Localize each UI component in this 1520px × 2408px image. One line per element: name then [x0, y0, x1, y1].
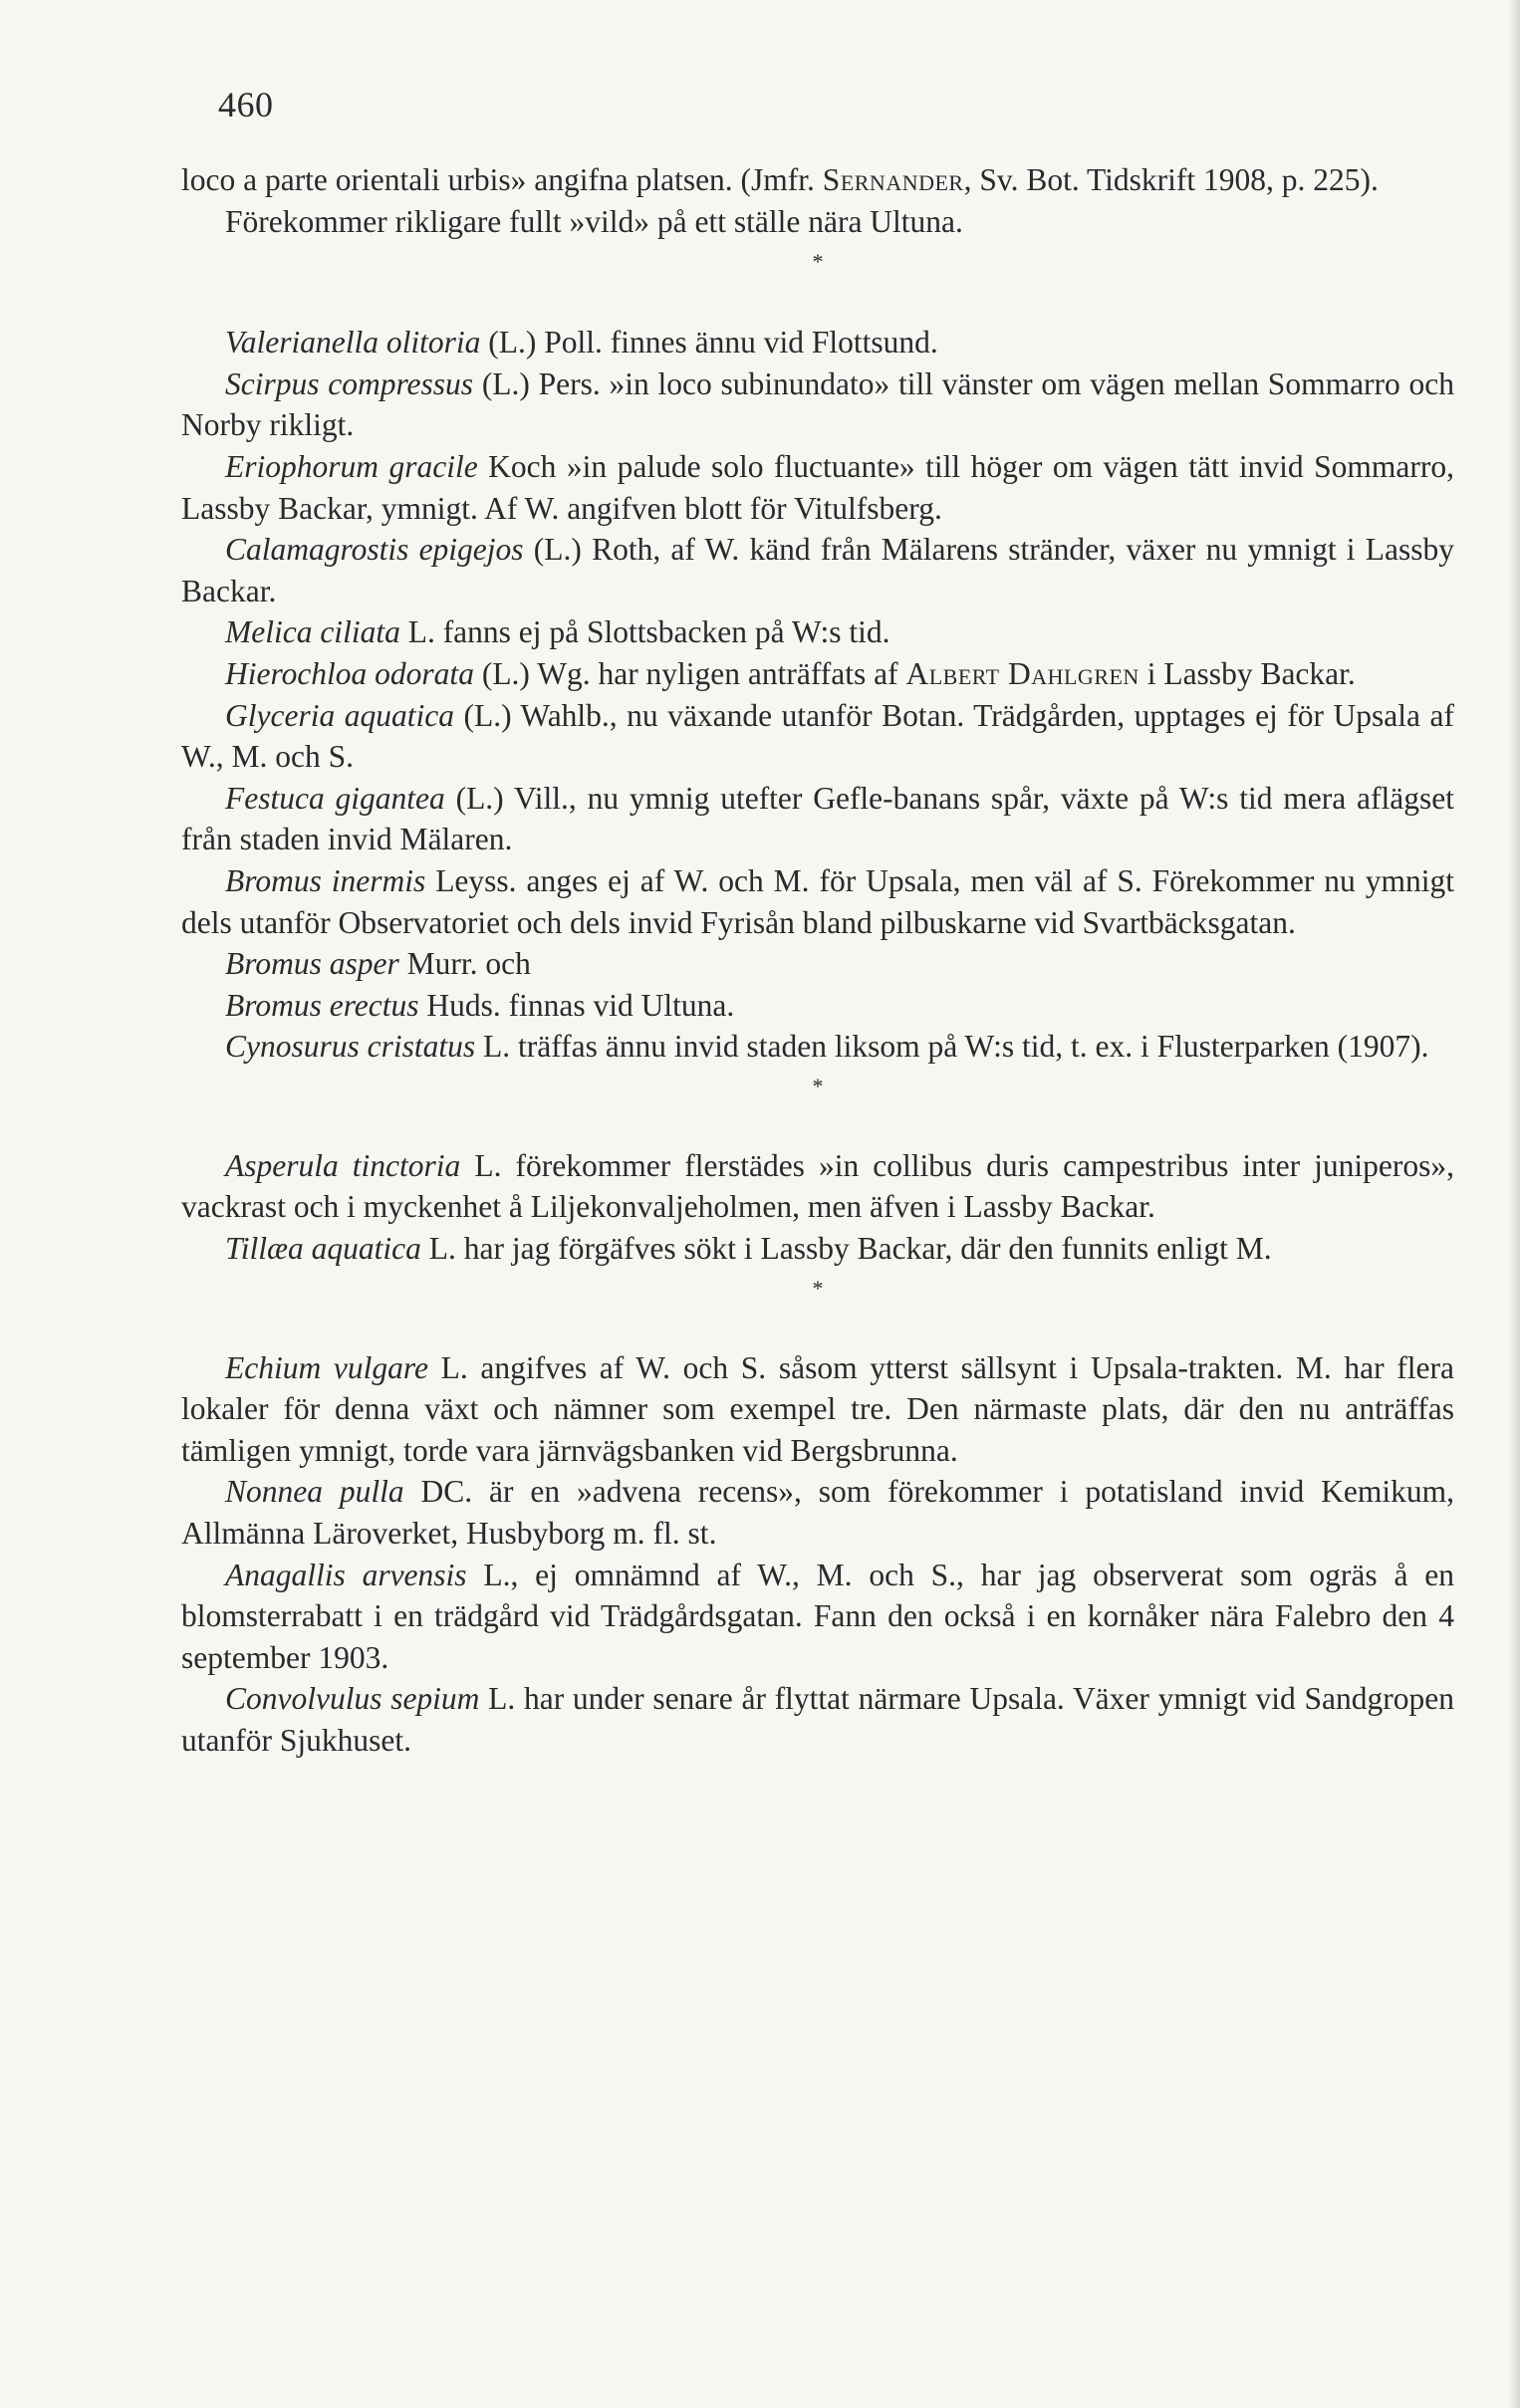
section-separator: *	[812, 249, 824, 275]
species-name: Valerianella olitoria	[225, 325, 481, 361]
page-text	[181, 159, 1454, 1762]
species-entry: Bromus inermis Leyss. anges ej af W. och M. för Upsala, men väl af S. Förekommer nu ymnigt dels utanför Observatoriet och dels invid Fyrisån bland pilbuskarne vid Svartbäcksgatan.	[181, 862, 1454, 940]
spacer	[181, 282, 1454, 322]
species-name: Echium vulgare	[225, 1349, 428, 1385]
species-name: Anagallis arvensis	[225, 1557, 467, 1592]
species-entry: Nonnea pulla DC. är en »advena recens», som förekommer i potatisland invid Kemikum, Allmänna Läroverket, Husbyborg m. fl. st.	[181, 1474, 1454, 1552]
page-edge-shadow	[1508, 0, 1520, 2408]
paragraph: Förekommer rikligare fullt »vild» på ett ställe nära Ultuna.	[225, 203, 963, 239]
page-number: 460	[218, 85, 274, 124]
species-entry: Tillæa aquatica L. har jag förgäfves sökt i Lassby Backar, där den funnits enligt M.	[225, 1231, 1272, 1267]
species-entry: Scirpus compressus (L.) Pers. »in loco subinundato» till vänster om vägen mellan Sommarro och Norby rikligt.	[181, 365, 1455, 443]
species-name: Calamagrostis epigejos	[225, 532, 524, 568]
species-name: Asperula tinctoria	[225, 1147, 461, 1183]
species-name: Convolvulus sepium	[225, 1681, 480, 1717]
species-name: Tillæa aquatica	[225, 1231, 421, 1267]
species-name: Scirpus compressus	[225, 365, 474, 401]
species-name: Nonnea pulla	[225, 1474, 404, 1510]
species-name: Cynosurus cristatus	[225, 1029, 476, 1065]
species-entry: Valerianella olitoria (L.) Poll. finnes ännu vid Flottsund.	[225, 325, 938, 361]
species-entry: Bromus erectus Huds. finnas vid Ultuna.	[225, 987, 735, 1023]
species-entry: Bromus asper Murr. och	[225, 946, 531, 982]
species-name: Eriophorum gracile	[225, 448, 478, 484]
section-separator: *	[812, 1275, 824, 1301]
species-name: Hierochloa odorata	[225, 655, 474, 691]
species-entry: Echium vulgare L. angifves af W. och S. såsom ytterst sällsynt i Upsala-trakten. M. har flera lokaler för denna växt och nämner som exempel tre. Den närmaste plats, där den nu anträffas tämligen ymnigt, torde vara järnvägsbanken vid Bergsbrunna.	[181, 1349, 1454, 1468]
paragraph: loco a parte orientali urbis» angifna platsen. (Jmfr. Sernander, Sv. Bot. Tidskrift 1908, p. 225).	[181, 162, 1379, 197]
species-name: Bromus inermis	[225, 862, 426, 898]
species-entry: Glyceria aquatica (L.) Wahlb., nu växande utanför Botan. Trädgården, upptages ej för Upsala af W., M. och S.	[181, 697, 1454, 775]
species-name: Melica ciliata	[225, 614, 400, 650]
species-entry: Eriophorum gracile Koch »in palude solo fluctuante» till höger om vägen tätt invid Sommarro, Lassby Backar, ymnigt. Af W. angifven blott för Vitulfsberg.	[181, 448, 1454, 526]
species-entry: Cynosurus cristatus L. träffas ännu invid staden liksom på W:s tid, t. ex. i Flusterparken (1907).	[225, 1029, 1429, 1065]
species-entry: Anagallis arvensis L., ej omnämnd af W., M. och S., har jag observerat som ogräs å en blomsterrabatt i en trädgård vid Trädgårdsgatan. Fann den också i en kornåker nära Falebro den 4 september 1903.	[181, 1557, 1454, 1675]
species-entry: Asperula tinctoria L. förekommer flerstädes »in collibus duris campestribus inter juniperos», vackrast och i myckenhet å Liljekonvaljeholmen, men äfven i Lassby Backar.	[181, 1147, 1454, 1225]
species-name: Glyceria aquatica	[225, 697, 454, 733]
spacer	[181, 1105, 1454, 1145]
section-separator: *	[812, 1073, 824, 1098]
species-name: Bromus erectus	[225, 987, 419, 1023]
author-name: Albert Dahlgren	[905, 655, 1140, 691]
species-entry: Festuca gigantea (L.) Vill., nu ymnig utefter Gefle-banans spår, växte på W:s tid mera aflägset från staden invid Mälaren.	[181, 780, 1454, 857]
species-entry: Calamagrostis epigejos (L.) Roth, af W. känd från Mälarens stränder, växer nu ymnigt i Lassby Backar.	[181, 532, 1454, 608]
species-entry: Convolvulus sepium L. har under senare år flyttat närmare Upsala. Växer ymnigt vid Sandgropen utanför Sjukhuset.	[181, 1681, 1454, 1758]
species-entry: Hierochloa odorata (L.) Wg. har nyligen anträffats af Albert Dahlgren i Lassby Backar.	[225, 655, 1356, 691]
author-name: Sernander	[822, 162, 964, 197]
spacer	[181, 1308, 1454, 1347]
species-name: Festuca gigantea	[225, 780, 445, 816]
species-entry: Melica ciliata L. fanns ej på Slottsbacken på W:s tid.	[225, 614, 890, 650]
species-name: Bromus asper	[225, 946, 399, 982]
